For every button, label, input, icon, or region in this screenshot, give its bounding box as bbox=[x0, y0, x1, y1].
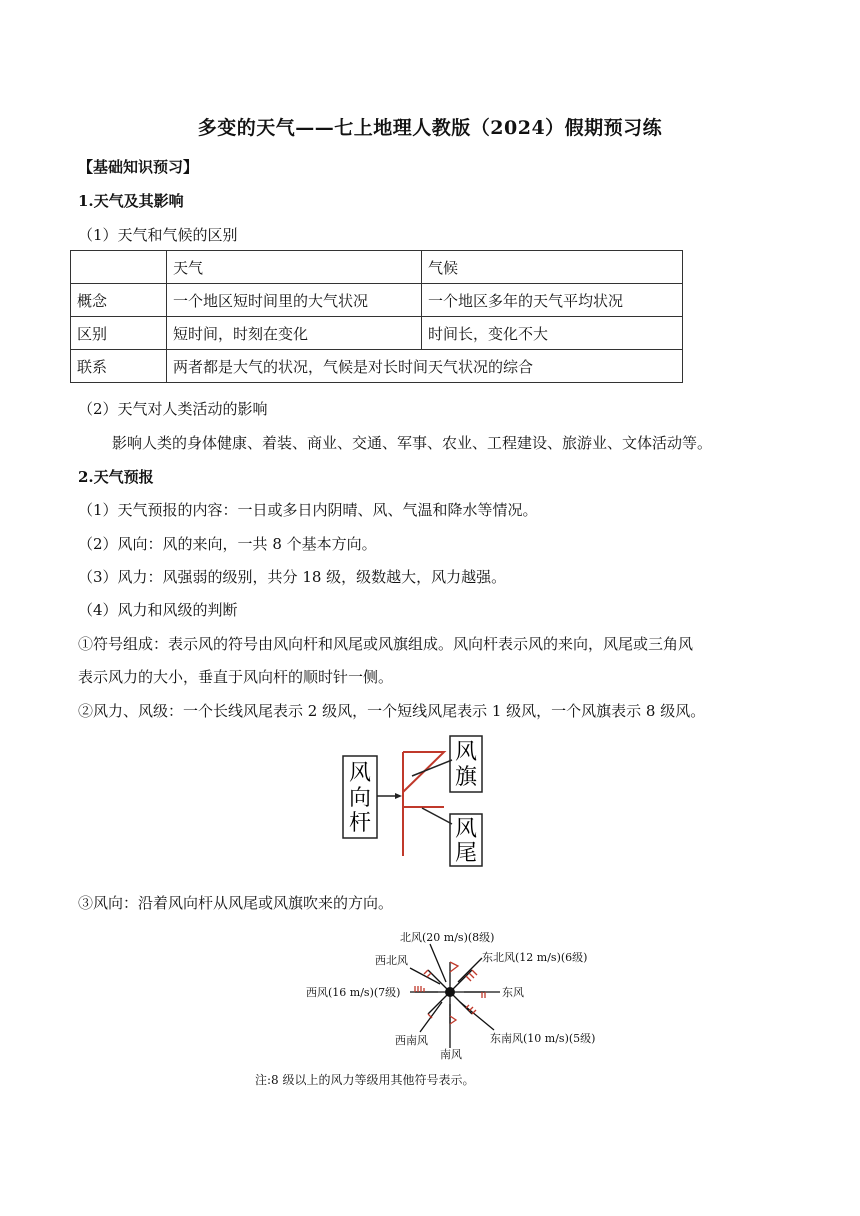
section-header: 【基础知识预习】 bbox=[78, 158, 199, 176]
shaft-label-char: 向 bbox=[348, 786, 372, 811]
arrowhead-icon bbox=[395, 793, 402, 799]
row-label: 区别 bbox=[71, 317, 167, 350]
table-row bbox=[71, 350, 683, 383]
flag-label-char: 旗 bbox=[454, 765, 478, 790]
label-southeast: 东南风(10 m/s)(5级) bbox=[490, 1032, 596, 1045]
label-northwest: 西北风 bbox=[375, 954, 408, 967]
table-cell: 一个地区短时间里的大气状况 bbox=[167, 284, 422, 317]
tail-northeast bbox=[469, 973, 474, 978]
flag-north bbox=[450, 962, 458, 972]
subheading-weather-influence: （2）天气对人类活动的影响 bbox=[78, 400, 268, 418]
forecast-line-1: （1）天气预报的内容：一日或多日内阴晴、风、气温和降水等情况。 bbox=[78, 501, 538, 519]
table-cell: 一个地区多年的天气平均状况 bbox=[422, 284, 683, 317]
forecast-line-3: （3）风力：风强弱的级别，共分 18 级，级数越大，风力越强。 bbox=[78, 568, 507, 586]
row-label: 概念 bbox=[71, 284, 167, 317]
table-cell: 时间长，变化不大 bbox=[422, 317, 683, 350]
heading-forecast: 2.天气预报 bbox=[78, 468, 154, 486]
pointer-southeast bbox=[460, 1002, 494, 1030]
comparison-table bbox=[70, 250, 683, 383]
label-southwest: 西南风 bbox=[395, 1034, 428, 1047]
tail-label-char: 风 bbox=[454, 817, 478, 842]
subheading-weather-climate: （1）天气和气候的区别 bbox=[78, 226, 238, 244]
shaft-southwest bbox=[428, 992, 450, 1014]
wind-level-paragraph: ②风力、风级：一个长线风尾表示 2 级风，一个短线风尾表示 1 级风，一个风旗表示 8 级风。 bbox=[78, 702, 706, 720]
tail-label-char: 尾 bbox=[454, 841, 478, 866]
tail-northwest bbox=[427, 973, 431, 977]
forecast-line-2: （2）风向：风的来向，一共 8 个基本方向。 bbox=[78, 535, 377, 553]
pointer-north bbox=[430, 944, 446, 982]
influence-text: 影响人类的身体健康、着装、商业、交通、军事、农业、工程建设、旅游业、文体活动等。 bbox=[112, 434, 713, 452]
table-row bbox=[71, 284, 683, 317]
wind-symbol-diagram bbox=[340, 732, 490, 867]
label-west: 西风(16 m/s)(7级) bbox=[306, 986, 401, 999]
tail-northeast bbox=[466, 976, 471, 981]
wind-direction-diagram bbox=[250, 924, 620, 1094]
table-header-row bbox=[71, 251, 683, 284]
table-header-weather: 天气 bbox=[167, 251, 422, 284]
label-south: 南风 bbox=[440, 1048, 462, 1061]
pointer-northwest bbox=[410, 968, 440, 984]
table-cell bbox=[71, 251, 167, 284]
table-cell: 短时间，时刻在变化 bbox=[167, 317, 422, 350]
label-east: 东风 bbox=[502, 986, 524, 999]
tail-northeast bbox=[472, 970, 477, 975]
row-label: 联系 bbox=[71, 350, 167, 383]
symbol-paragraph-b: 表示风力的大小，垂直于风向杆的顺时针一侧。 bbox=[78, 668, 394, 686]
flag-label-char: 风 bbox=[454, 740, 478, 765]
tail-northwest bbox=[424, 970, 428, 974]
symbol-paragraph-a: ①符号组成：表示风的符号由风向杆和风尾或风旗组成。风向杆表示风的来向，风尾或三角风 bbox=[78, 635, 694, 653]
shaft-label-char: 杆 bbox=[348, 811, 372, 836]
label-north: 北风(20 m/s)(8级) bbox=[400, 931, 495, 944]
table-header-climate: 气候 bbox=[422, 251, 683, 284]
figure-note: 注:8 级以上的风力等级用其他符号表示。 bbox=[255, 1073, 475, 1087]
tail-pointer-line bbox=[422, 808, 452, 824]
heading-weather-impact: 1.天气及其影响 bbox=[78, 192, 184, 210]
label-northeast: 东北风(12 m/s)(6级) bbox=[482, 951, 588, 964]
page-title: 多变的天气——七上地理人教版（2024）假期预习练 bbox=[197, 117, 663, 139]
pointer-northeast bbox=[458, 958, 482, 982]
shaft-label-char: 风 bbox=[348, 761, 372, 786]
table-cell: 两者都是大气的状况，气候是对长时间天气状况的综合 bbox=[167, 350, 683, 383]
forecast-line-4: （4）风力和风级的判断 bbox=[78, 601, 238, 619]
table-row bbox=[71, 317, 683, 350]
wind-direction-paragraph: ③风向：沿着风向杆从风尾或风旗吹来的方向。 bbox=[78, 894, 394, 912]
flag-south bbox=[450, 1016, 456, 1024]
